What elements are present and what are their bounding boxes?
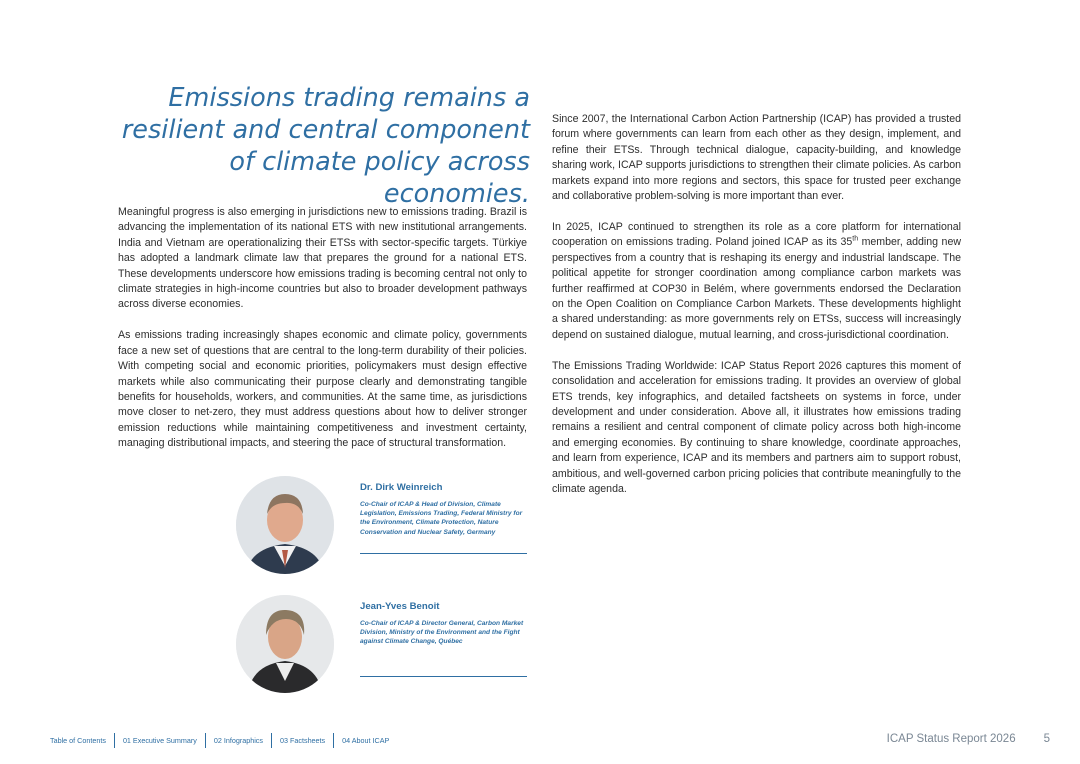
signatory-divider	[360, 676, 527, 677]
signatory-info-benoit	[360, 601, 527, 647]
left-paragraph-1: Meaningful progress is also emerging in jurisdictions new to emissions trading. Brazil is advancing the implementation of its national ETS with new institutional arrangements. India and Vietnam are operationalizing their ETSs with sector-specific targets. Türkiye has adopted a landmark climate law that prepares the ground for a national ETS. These developments underscore how emissions trading is becoming central not only to climate strategies in high-income countries but also to broader development pathways across diverse economies.	[118, 206, 527, 311]
nav-divider	[271, 733, 272, 748]
right-paragraph-3: The Emissions Trading Worldwide: ICAP Status Report 2026 captures this moment of consolidation and acceleration for emissions trading. It provides an overview of global ETS trends, key infographics, and detailed factsheets on systems in force, under development and under consideration. Above all, it illustrates how emissions trading remains a resilient and central component of climate policy across both high-income and emerging economies. By continuing to share knowledge, coordinate approaches, and learn from experience, ICAP and its members and partners aim to support robust, ambitious, and well-governed carbon pricing policies that contribute meaningfully to the climate agenda.	[552, 359, 961, 495]
right-paragraph-1: Since 2007, the International Carbon Action Partnership (ICAP) has provided a trusted forum where governments can learn from each other as they design, implement, and refine their ETSs. Through technical dialogue, capacity-building, and knowledge sharing work, ICAP supports jurisdictions to strengthen their climate policies. As carbon markets expand into more regions and sectors, this space for trusted peer exchange and collaborative problem-solving is more important than ever.	[552, 113, 961, 203]
signatory-info-weinreich	[360, 482, 527, 537]
left-paragraph-2: As emissions trading increasingly shapes economic and climate policy, governments face a new set of questions that are central to the long-term durability of their policies. With competing social and economic priorities, policymakers must design effective markets while also communicating their purpose clearly and demonstrating tangible benefits for households, workers, and communities. At the same time, as jurisdictions move closer to net-zero, they must address questions about how to deliver stronger emission reductions while maintaining competitiveness and investment certainty, managing distributional impacts, and steering the pace of structural transformation.	[118, 329, 527, 450]
nav-divider	[333, 733, 334, 748]
nav-divider	[114, 733, 115, 748]
signatory-divider	[360, 553, 527, 554]
signatory-name: Jean-Yves Benoit	[360, 601, 440, 612]
left-column	[118, 205, 527, 467]
footer-navigation	[50, 732, 389, 748]
report-title: ICAP Status Report 2026	[886, 733, 1016, 745]
nav-link-about-icap[interactable]: 04 About ICAP	[342, 735, 390, 745]
right-paragraph-2-start: In 2025, ICAP continued to strengthen its role as a core platform for international cooperation on emissions trading. Poland joined ICAP as its 35	[552, 220, 961, 249]
signatory-role: Co-Chair of ICAP & Director General, Carbon Market Division, Ministry of the Environment and the Fight against Climate Change, Québec	[360, 620, 524, 646]
right-paragraph-2	[552, 220, 961, 343]
headline: Emissions trading remains a resilient and central component of climate policy across economies.	[121, 83, 530, 209]
nav-link-factsheets[interactable]: 03 Factsheets	[280, 735, 326, 745]
nav-link-infographics[interactable]: 02 Infographics	[213, 735, 263, 745]
page-number: 5	[1043, 733, 1050, 745]
portrait-photo-benoit	[236, 595, 334, 693]
right-paragraph-2-end: member, adding new perspectives from a country that is reshaping its energy and industrial landscape. The political appetite for stronger coordination among compliance carbon markets was further reaffirmed at COP30 in Belém, where governments endorsed the Declaration on the Open Coalition on Compliance Carbon Markets. These developments highlight a shared understanding: as more governments rely on ETSs, success will increasingly depend on sustained dialogue, mutual learning, and cross-jurisdictional coordination.	[552, 236, 961, 341]
ordinal-superscript: th	[852, 235, 859, 243]
right-column	[552, 112, 961, 513]
nav-link-executive-summary[interactable]: 01 Executive Summary	[122, 735, 197, 745]
signatory-card-benoit	[236, 595, 527, 695]
nav-divider	[205, 733, 206, 748]
signatory-card-weinreich	[236, 476, 527, 576]
portrait-icon	[236, 476, 334, 574]
signatory-name: Dr. Dirk Weinreich	[360, 482, 443, 493]
nav-link-table-of-contents[interactable]: Table of Contents	[50, 735, 106, 745]
signatory-role: Co-Chair of ICAP & Head of Division, Climate Legislation, Emissions Trading, Federal Ministry for the Environment, Climate Protection, Nature Conservation and Nuclear Safety, Germany	[360, 501, 523, 536]
footer-report-info	[887, 733, 1050, 745]
portrait-icon	[236, 595, 334, 693]
portrait-photo-weinreich	[236, 476, 334, 574]
